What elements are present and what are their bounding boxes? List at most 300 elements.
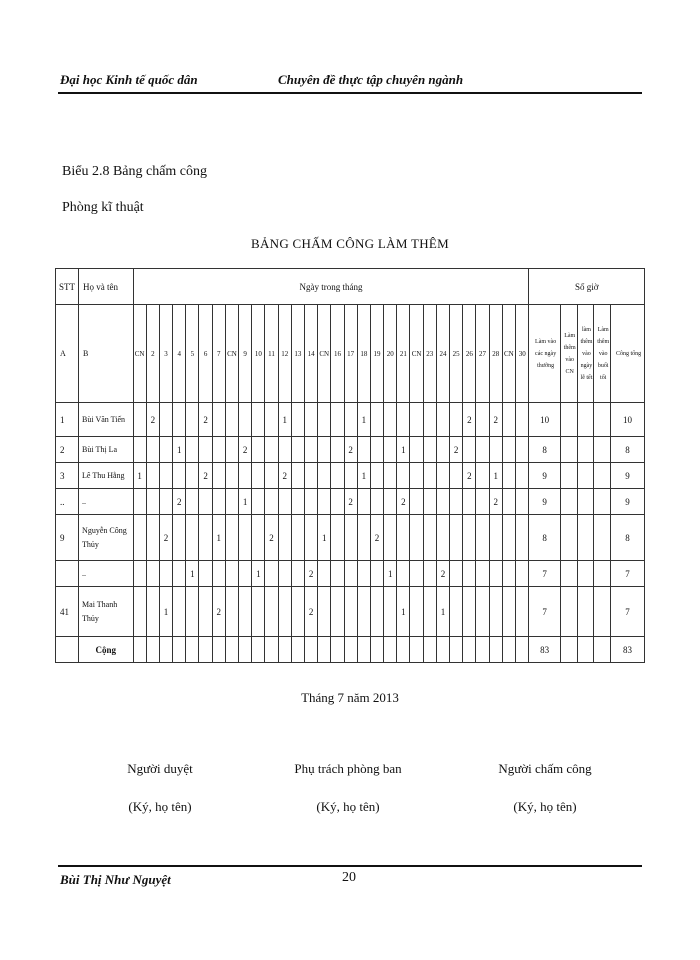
day-cell xyxy=(410,489,423,515)
day-cell xyxy=(331,587,344,637)
day-cell xyxy=(502,587,515,637)
day-cell xyxy=(331,437,344,463)
row-holiday-hours xyxy=(577,489,594,515)
header-day: 11 xyxy=(265,305,278,403)
row-name: .. xyxy=(79,489,133,515)
day-cell xyxy=(278,637,291,663)
header-col-b: B xyxy=(79,305,133,403)
signature-role: Người chấm công xyxy=(498,761,592,776)
day-cell xyxy=(159,489,172,515)
day-cell xyxy=(265,489,278,515)
day-cell xyxy=(370,637,383,663)
day-cell: 1 xyxy=(357,463,370,489)
day-cell xyxy=(291,587,304,637)
day-cell xyxy=(397,515,410,561)
day-cell: 2 xyxy=(146,403,159,437)
row-name: Mai Thanh Thủy xyxy=(79,587,133,637)
row-name: Bùi Thị La xyxy=(79,437,133,463)
day-cell: 2 xyxy=(239,437,252,463)
row-evening-hours xyxy=(594,463,611,489)
day-cell xyxy=(331,463,344,489)
day-cell xyxy=(146,515,159,561)
sum-evening-hours xyxy=(594,637,611,663)
day-cell xyxy=(265,403,278,437)
day-cell xyxy=(344,587,357,637)
day-cell xyxy=(291,403,304,437)
table-row xyxy=(56,515,645,561)
row-sunday-hours xyxy=(560,515,577,561)
header-day: 14 xyxy=(304,305,317,403)
day-cell xyxy=(410,403,423,437)
day-cell xyxy=(159,637,172,663)
row-holiday-hours xyxy=(577,463,594,489)
day-cell xyxy=(278,437,291,463)
day-cell xyxy=(463,437,476,463)
header-day: 27 xyxy=(476,305,489,403)
department-label: Phòng kĩ thuật xyxy=(62,200,144,215)
day-cell xyxy=(304,489,317,515)
row-evening-hours xyxy=(594,437,611,463)
day-cell xyxy=(515,561,528,587)
day-cell xyxy=(239,515,252,561)
day-cell xyxy=(159,561,172,587)
day-cell xyxy=(344,637,357,663)
row-holiday-hours xyxy=(577,403,594,437)
day-cell xyxy=(436,637,449,663)
day-cell xyxy=(489,637,502,663)
row-holiday-hours xyxy=(577,515,594,561)
day-cell: 1 xyxy=(186,561,199,587)
day-cell: 1 xyxy=(384,561,397,587)
day-cell xyxy=(173,637,186,663)
day-cell xyxy=(265,637,278,663)
day-cell xyxy=(318,561,331,587)
day-cell xyxy=(212,437,225,463)
day-cell xyxy=(423,463,436,489)
day-cell xyxy=(476,587,489,637)
row-total: 7 xyxy=(611,587,645,637)
day-cell: 1 xyxy=(252,561,265,587)
row-regular-hours: 9 xyxy=(529,463,560,489)
row-sunday-hours xyxy=(560,561,577,587)
table-row xyxy=(56,489,645,515)
day-cell: 1 xyxy=(397,437,410,463)
sum-holiday-hours xyxy=(577,637,594,663)
header-name: Họ và tên xyxy=(79,269,133,305)
day-cell xyxy=(265,463,278,489)
day-cell xyxy=(239,561,252,587)
day-cell xyxy=(450,561,463,587)
header-day: 24 xyxy=(436,305,449,403)
header-day: 9 xyxy=(239,305,252,403)
day-cell xyxy=(239,463,252,489)
day-cell xyxy=(186,515,199,561)
day-cell xyxy=(489,561,502,587)
day-cell xyxy=(502,637,515,663)
day-cell xyxy=(146,463,159,489)
day-cell xyxy=(450,515,463,561)
table-row xyxy=(56,561,645,587)
day-cell xyxy=(397,637,410,663)
page-number: 20 xyxy=(342,870,356,885)
figure-title: Biểu 2.8 Bảng chấm công xyxy=(62,164,208,179)
day-cell: 2 xyxy=(304,561,317,587)
day-cell xyxy=(423,403,436,437)
day-cell xyxy=(146,489,159,515)
day-cell xyxy=(291,637,304,663)
day-cell xyxy=(186,587,199,637)
day-cell xyxy=(318,637,331,663)
header-day: 21 xyxy=(397,305,410,403)
day-cell xyxy=(423,587,436,637)
day-cell xyxy=(199,515,212,561)
header-stt: STT xyxy=(56,269,79,305)
row-stt: 3 xyxy=(56,463,79,489)
day-cell xyxy=(252,587,265,637)
day-cell xyxy=(331,403,344,437)
date-line: Tháng 7 năm 2013 xyxy=(301,690,399,705)
day-cell xyxy=(159,437,172,463)
header-sunday: Làm thêm vào CN xyxy=(560,305,577,403)
header-day: CN xyxy=(133,305,146,403)
day-cell xyxy=(133,587,146,637)
day-cell xyxy=(199,637,212,663)
header-day: CN xyxy=(502,305,515,403)
day-cell xyxy=(278,561,291,587)
row-name: Nguyễn Công Thủy xyxy=(79,515,133,561)
day-cell xyxy=(410,437,423,463)
table-row xyxy=(56,463,645,489)
day-cell xyxy=(304,437,317,463)
day-cell xyxy=(304,463,317,489)
day-cell xyxy=(212,489,225,515)
header-hours: Số giờ xyxy=(529,269,645,305)
row-sunday-hours xyxy=(560,489,577,515)
day-cell: 2 xyxy=(397,489,410,515)
day-cell xyxy=(463,587,476,637)
header-holiday: làm thêm vào ngày lễ tết xyxy=(577,305,594,403)
day-cell xyxy=(423,637,436,663)
day-cell: 2 xyxy=(344,489,357,515)
row-regular-hours: 7 xyxy=(529,561,560,587)
header-day: 26 xyxy=(463,305,476,403)
day-cell: 2 xyxy=(199,463,212,489)
day-cell: 1 xyxy=(173,437,186,463)
day-cell xyxy=(159,463,172,489)
sum-label: Cộng xyxy=(79,637,133,663)
day-cell xyxy=(436,437,449,463)
row-evening-hours xyxy=(594,587,611,637)
header-day: 10 xyxy=(252,305,265,403)
day-cell xyxy=(515,637,528,663)
day-cell xyxy=(252,437,265,463)
day-cell xyxy=(331,515,344,561)
row-sunday-hours xyxy=(560,587,577,637)
day-cell xyxy=(173,463,186,489)
day-cell xyxy=(173,587,186,637)
row-total: 8 xyxy=(611,515,645,561)
day-cell xyxy=(502,489,515,515)
day-cell: 1 xyxy=(212,515,225,561)
day-cell xyxy=(186,437,199,463)
row-total: 10 xyxy=(611,403,645,437)
day-cell xyxy=(463,637,476,663)
day-cell xyxy=(463,489,476,515)
signature-note: (Ký, họ tên) xyxy=(513,799,577,814)
day-cell xyxy=(410,463,423,489)
day-cell xyxy=(450,489,463,515)
day-cell: 1 xyxy=(357,403,370,437)
day-cell xyxy=(212,463,225,489)
day-cell xyxy=(304,403,317,437)
day-cell xyxy=(357,561,370,587)
day-cell xyxy=(489,587,502,637)
header-report-title: Chuyên đề thực tập chuyên ngành xyxy=(278,72,464,87)
day-cell xyxy=(331,561,344,587)
day-cell xyxy=(186,403,199,437)
row-evening-hours xyxy=(594,489,611,515)
day-cell xyxy=(476,403,489,437)
day-cell xyxy=(476,489,489,515)
day-cell: 2 xyxy=(450,437,463,463)
header-day: 5 xyxy=(186,305,199,403)
day-cell xyxy=(278,515,291,561)
day-cell xyxy=(146,637,159,663)
day-cell xyxy=(133,637,146,663)
header-evening: Làm thêm vào buổi tối xyxy=(594,305,611,403)
row-stt xyxy=(56,561,79,587)
header-day: 20 xyxy=(384,305,397,403)
day-cell: 1 xyxy=(133,463,146,489)
day-cell xyxy=(318,403,331,437)
row-stt: 41 xyxy=(56,587,79,637)
day-cell xyxy=(239,403,252,437)
day-cell xyxy=(291,515,304,561)
day-cell xyxy=(410,637,423,663)
day-cell xyxy=(502,561,515,587)
day-cell: 1 xyxy=(436,587,449,637)
header-day: 17 xyxy=(344,305,357,403)
signature-role: Người duyệt xyxy=(127,761,193,776)
day-cell xyxy=(384,437,397,463)
row-name: Bùi Văn Tiến xyxy=(79,403,133,437)
sum-regular-hours: 83 xyxy=(529,637,560,663)
day-cell xyxy=(265,561,278,587)
day-cell xyxy=(423,489,436,515)
day-cell xyxy=(199,587,212,637)
day-cell xyxy=(436,403,449,437)
day-cell xyxy=(463,561,476,587)
row-stt: 1 xyxy=(56,403,79,437)
day-cell xyxy=(515,489,528,515)
day-cell xyxy=(186,463,199,489)
header-days: Ngày trong tháng xyxy=(133,269,529,305)
signature-department-head xyxy=(258,750,438,826)
table-row xyxy=(56,403,645,437)
header-day: 25 xyxy=(450,305,463,403)
day-cell xyxy=(186,489,199,515)
row-sunday-hours xyxy=(560,437,577,463)
day-cell xyxy=(410,515,423,561)
day-cell: 2 xyxy=(212,587,225,637)
row-regular-hours: 8 xyxy=(529,515,560,561)
day-cell xyxy=(450,463,463,489)
day-cell xyxy=(384,463,397,489)
day-cell xyxy=(450,403,463,437)
day-cell xyxy=(225,489,238,515)
day-cell xyxy=(291,561,304,587)
day-cell: 2 xyxy=(344,437,357,463)
day-cell xyxy=(436,463,449,489)
day-cell xyxy=(173,515,186,561)
day-cell xyxy=(463,515,476,561)
day-cell xyxy=(265,437,278,463)
day-cell xyxy=(384,489,397,515)
header-day: 2 xyxy=(146,305,159,403)
day-cell xyxy=(225,403,238,437)
day-cell xyxy=(384,637,397,663)
day-cell: 2 xyxy=(370,515,383,561)
day-cell xyxy=(502,437,515,463)
signature-note: (Ký, họ tên) xyxy=(316,799,380,814)
header-day: 18 xyxy=(357,305,370,403)
day-cell xyxy=(239,587,252,637)
day-cell: 2 xyxy=(199,403,212,437)
day-cell xyxy=(173,561,186,587)
day-cell xyxy=(344,463,357,489)
day-cell xyxy=(476,437,489,463)
row-regular-hours: 7 xyxy=(529,587,560,637)
day-cell xyxy=(489,515,502,561)
day-cell xyxy=(133,437,146,463)
day-cell: 2 xyxy=(489,489,502,515)
row-holiday-hours xyxy=(577,437,594,463)
header-day: CN xyxy=(410,305,423,403)
header-day: 4 xyxy=(173,305,186,403)
day-cell xyxy=(252,403,265,437)
day-cell: 1 xyxy=(397,587,410,637)
row-sunday-hours xyxy=(560,403,577,437)
row-name: Lê Thu Hằng xyxy=(79,463,133,489)
header-day: 7 xyxy=(212,305,225,403)
header-col-a: A xyxy=(56,305,79,403)
day-cell xyxy=(410,561,423,587)
day-cell: 1 xyxy=(489,463,502,489)
table-title: BẢNG CHẤM CÔNG LÀM THÊM xyxy=(250,236,450,251)
row-evening-hours xyxy=(594,403,611,437)
row-evening-hours xyxy=(594,515,611,561)
day-cell xyxy=(370,489,383,515)
day-cell: 1 xyxy=(318,515,331,561)
day-cell xyxy=(331,489,344,515)
day-cell xyxy=(423,515,436,561)
day-cell xyxy=(173,403,186,437)
day-cell xyxy=(291,437,304,463)
day-cell xyxy=(502,463,515,489)
header-day: CN xyxy=(225,305,238,403)
header-rule xyxy=(58,92,642,94)
table-sum-row xyxy=(56,637,645,663)
header-day: 6 xyxy=(199,305,212,403)
day-cell xyxy=(476,463,489,489)
table-row xyxy=(56,437,645,463)
day-cell xyxy=(370,463,383,489)
day-cell xyxy=(225,437,238,463)
day-cell xyxy=(450,587,463,637)
day-cell xyxy=(291,463,304,489)
header-day: 16 xyxy=(331,305,344,403)
day-cell xyxy=(476,637,489,663)
day-cell xyxy=(239,637,252,663)
header-day: 23 xyxy=(423,305,436,403)
row-sunday-hours xyxy=(560,463,577,489)
day-cell xyxy=(344,403,357,437)
day-cell: 2 xyxy=(463,403,476,437)
day-cell xyxy=(370,561,383,587)
day-cell xyxy=(476,515,489,561)
day-cell xyxy=(502,403,515,437)
header-day: CN xyxy=(318,305,331,403)
day-cell xyxy=(357,489,370,515)
day-cell xyxy=(436,489,449,515)
row-total: 8 xyxy=(611,437,645,463)
day-cell: 1 xyxy=(278,403,291,437)
row-regular-hours: 10 xyxy=(529,403,560,437)
day-cell xyxy=(133,561,146,587)
day-cell xyxy=(304,637,317,663)
day-cell xyxy=(397,561,410,587)
day-cell xyxy=(384,515,397,561)
day-cell xyxy=(278,587,291,637)
day-cell xyxy=(199,489,212,515)
table-row xyxy=(56,587,645,637)
day-cell xyxy=(370,437,383,463)
header-total: Công tổng xyxy=(611,305,645,403)
day-cell xyxy=(225,561,238,587)
sum-sunday-hours xyxy=(560,637,577,663)
day-cell xyxy=(476,561,489,587)
day-cell xyxy=(357,515,370,561)
day-cell xyxy=(331,637,344,663)
day-cell xyxy=(344,515,357,561)
header-day: 13 xyxy=(291,305,304,403)
day-cell xyxy=(318,587,331,637)
day-cell xyxy=(278,489,291,515)
day-cell xyxy=(186,637,199,663)
day-cell: 2 xyxy=(173,489,186,515)
day-cell xyxy=(212,403,225,437)
day-cell xyxy=(515,437,528,463)
row-holiday-hours xyxy=(577,561,594,587)
signature-role: Phụ trách phòng ban xyxy=(294,761,402,776)
day-cell xyxy=(212,561,225,587)
signature-timekeeper xyxy=(455,750,635,826)
day-cell xyxy=(252,489,265,515)
day-cell xyxy=(515,587,528,637)
day-cell xyxy=(225,637,238,663)
day-cell: 1 xyxy=(239,489,252,515)
row-name: .. xyxy=(79,561,133,587)
day-cell xyxy=(370,587,383,637)
day-cell: 2 xyxy=(489,403,502,437)
day-cell xyxy=(199,561,212,587)
day-cell xyxy=(159,403,172,437)
day-cell xyxy=(357,437,370,463)
day-cell xyxy=(397,403,410,437)
day-cell xyxy=(344,561,357,587)
day-cell xyxy=(384,403,397,437)
day-cell xyxy=(318,489,331,515)
